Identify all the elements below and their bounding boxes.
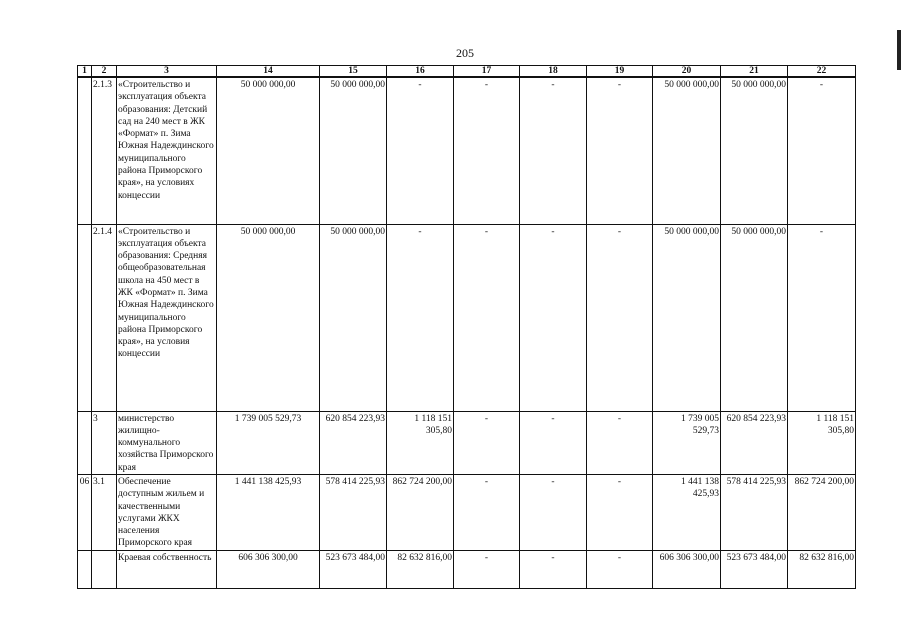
cell-col19: -: [587, 411, 653, 474]
cell-col17: -: [454, 224, 520, 411]
cell-col18: -: [520, 474, 587, 550]
table-row: [78, 411, 856, 474]
page-number: 205: [456, 46, 474, 60]
cell-col1: 06: [78, 474, 92, 550]
cell-code: 2.1.3: [92, 77, 117, 224]
header-cell: 19: [587, 66, 653, 78]
cell-col18: -: [520, 77, 587, 224]
table-row: [78, 224, 856, 411]
cell-description: Обеспечение доступным жильем и качественными услугами ЖКХ населения Приморского края: [117, 474, 217, 550]
cell-col19: -: [587, 474, 653, 550]
cell-col21: 523 673 484,00: [721, 550, 788, 588]
cell-col17: -: [454, 550, 520, 588]
header-cell: 2: [92, 66, 117, 78]
cell-col21: 50 000 000,00: [721, 77, 788, 224]
table-row: [78, 474, 856, 550]
cell-col14: 50 000 000,00: [217, 224, 320, 411]
cell-col18: -: [520, 224, 587, 411]
cell-col15: 578 414 225,93: [320, 474, 387, 550]
cell-col1: [78, 411, 92, 474]
cell-col20: 606 306 300,00: [653, 550, 721, 588]
cell-col16: 82 632 816,00: [387, 550, 454, 588]
cell-description: Краевая собственность: [117, 550, 217, 588]
cell-col20: 50 000 000,00: [653, 224, 721, 411]
cell-code: [92, 550, 117, 588]
cell-col19: -: [587, 550, 653, 588]
cell-col14: 50 000 000,00: [217, 77, 320, 224]
cell-description: «Строительство и эксплуатация объекта образования: Средняя общеобразовательная школа на 450 мест в ЖК «Формат» п. Зима Южная Надеждинского муниципального района Приморского края», на условия концессии: [117, 224, 217, 411]
table-row: [78, 77, 856, 224]
cell-col22: 82 632 816,00: [788, 550, 856, 588]
cell-col16: 862 724 200,00: [387, 474, 454, 550]
header-cell: 15: [320, 66, 387, 78]
cell-col14: 1 739 005 529,73: [217, 411, 320, 474]
cell-col16: -: [387, 224, 454, 411]
cell-col16: 1 118 151 305,80: [387, 411, 454, 474]
cell-col16: -: [387, 77, 454, 224]
cell-col22: -: [788, 224, 856, 411]
cell-col15: 50 000 000,00: [320, 77, 387, 224]
cell-col19: -: [587, 224, 653, 411]
cell-col17: -: [454, 411, 520, 474]
cell-col1: [78, 550, 92, 588]
cell-col22: 862 724 200,00: [788, 474, 856, 550]
header-cell: 17: [454, 66, 520, 78]
header-cell: 21: [721, 66, 788, 78]
cell-col21: 50 000 000,00: [721, 224, 788, 411]
cell-code: 2.1.4: [92, 224, 117, 411]
header-cell: 22: [788, 66, 856, 78]
table-row: [78, 550, 856, 588]
cell-col20: 50 000 000,00: [653, 77, 721, 224]
cell-col22: 1 118 151 305,80: [788, 411, 856, 474]
cell-col15: 523 673 484,00: [320, 550, 387, 588]
cell-col14: 1 441 138 425,93: [217, 474, 320, 550]
cell-col1: [78, 77, 92, 224]
cell-description: министерство жилищно-коммунального хозяйства Приморского края: [117, 411, 217, 474]
cell-col21: 578 414 225,93: [721, 474, 788, 550]
header-cell: 14: [217, 66, 320, 78]
cell-col1: [78, 224, 92, 411]
cell-code: 3: [92, 411, 117, 474]
cell-code: 3.1: [92, 474, 117, 550]
budget-table: [77, 65, 856, 589]
cell-col18: -: [520, 550, 587, 588]
cell-col15: 620 854 223,93: [320, 411, 387, 474]
cell-col19: -: [587, 77, 653, 224]
cell-col14: 606 306 300,00: [217, 550, 320, 588]
cell-col18: -: [520, 411, 587, 474]
cell-col20: 1 441 138 425,93: [653, 474, 721, 550]
cell-col17: -: [454, 77, 520, 224]
cell-col20: 1 739 005 529,73: [653, 411, 721, 474]
cell-col22: -: [788, 77, 856, 224]
header-cell: 3: [117, 66, 217, 78]
header-row: [78, 66, 856, 78]
header-cell: 20: [653, 66, 721, 78]
header-cell: 18: [520, 66, 587, 78]
cell-col15: 50 000 000,00: [320, 224, 387, 411]
cell-col21: 620 854 223,93: [721, 411, 788, 474]
header-cell: 16: [387, 66, 454, 78]
cell-description: «Строительство и эксплуатация объекта образования: Детский сад на 240 мест в ЖК «Формат» п. Зима Южная Надеждинского муниципального района Приморского края», на условиях концессии: [117, 77, 217, 224]
cell-col17: -: [454, 474, 520, 550]
margin-mark: [897, 30, 901, 70]
header-cell: 1: [78, 66, 92, 78]
